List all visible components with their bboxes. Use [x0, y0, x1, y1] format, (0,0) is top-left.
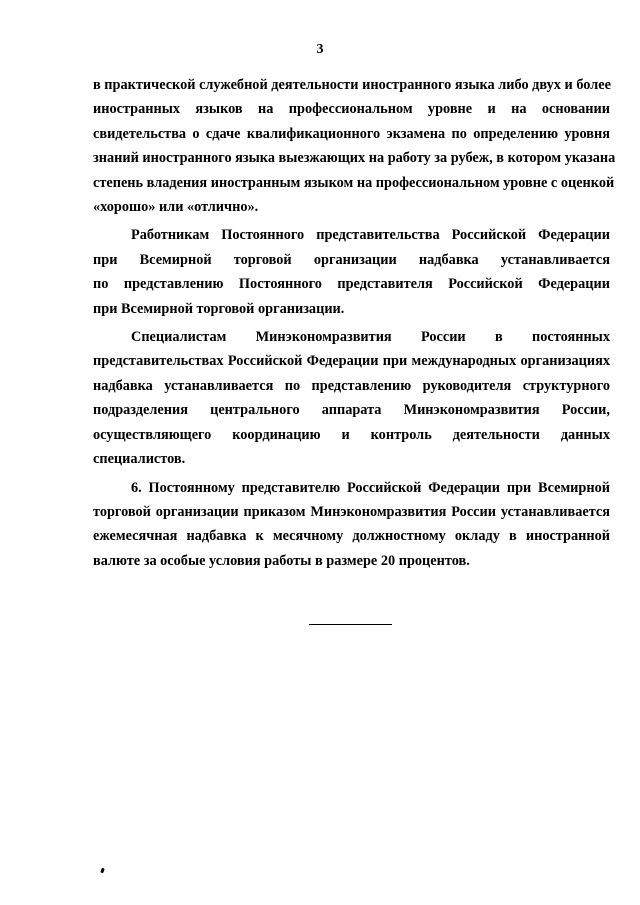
text-line: знаний иностранного языка выезжающих на работу за рубеж, в котором указана	[93, 150, 616, 167]
scan-mark	[100, 868, 105, 874]
paragraph-continuation	[93, 73, 616, 219]
text-line: иностранных языков на профессиональном уровне и на основании	[93, 101, 610, 118]
text-line: при Всемирной торговой организации.	[93, 300, 345, 317]
text-line: торговой организации приказом Минэкономразвития России устанавливается	[93, 503, 610, 520]
text-line: ежемесячная надбавка к месячному должностному окладу в иностранной	[93, 528, 610, 545]
text-line: в практической служебной деятельности иностранного языка либо двух и более	[93, 77, 611, 93]
text-line: осуществляющего координацию и контроль деятельности данных	[93, 426, 610, 443]
text-line: подразделения центрального аппарата Минэкономразвития России,	[93, 402, 610, 419]
text-line: при Всемирной торговой организации надбавка устанавливается	[93, 251, 610, 268]
text-line: Работникам Постоянного представительства Российской Федерации	[131, 227, 610, 244]
end-separator-line	[309, 624, 392, 625]
text-line: Специалистам Минэкономразвития России в постоянных	[131, 329, 610, 346]
text-line: надбавка устанавливается по представлению руководителя структурного	[93, 377, 610, 394]
paragraph-item-6	[93, 476, 610, 574]
paragraph-ministry-specialists	[93, 325, 610, 471]
text-line: валюте за особые условия работы в размере 20 процентов.	[93, 552, 470, 569]
text-line: «хорошо» или «отлично».	[93, 199, 259, 216]
text-line: свидетельства о сдаче квалификационного экзамена по определению уровня	[93, 125, 610, 142]
page-number: 3	[316, 42, 324, 57]
text-line: специалистов.	[93, 451, 186, 468]
text-line: по представлению Постоянного представителя Российской Федерации	[93, 276, 610, 293]
paragraph-wto-mission-staff	[93, 223, 610, 321]
document-body	[93, 73, 616, 573]
text-line: представительствах Российской Федерации при международных организациях	[93, 353, 610, 370]
text-line: степень владения иностранным языком на профессиональном уровне с оценкой	[93, 174, 615, 191]
text-line: 6. Постоянному представителю Российской Федерации при Всемирной	[131, 479, 610, 496]
